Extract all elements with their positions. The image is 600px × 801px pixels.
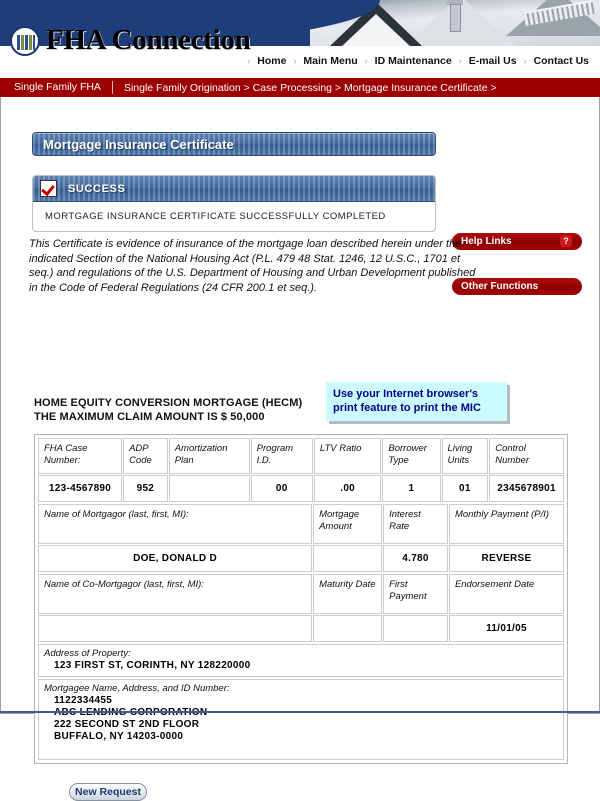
value-amortization-plan <box>169 475 250 502</box>
table-row <box>38 574 564 614</box>
footer-rule <box>0 711 600 713</box>
value-comortgagor-name <box>38 615 312 642</box>
chimney <box>450 4 461 32</box>
mortgagee-cell <box>38 679 564 760</box>
nav-link-email-us[interactable]: E-mail Us <box>468 55 517 67</box>
help-links-label: Help Links <box>461 236 512 247</box>
hecm-program-line: HOME EQUITY CONVERSION MORTGAGE (HECM) <box>34 397 303 409</box>
chevron-right-icon: › <box>458 56 462 66</box>
table-row <box>38 615 564 642</box>
case-info-table <box>37 437 565 503</box>
chevron-right-icon: › <box>293 56 297 66</box>
hecm-heading <box>34 397 302 424</box>
value-ltv-ratio: .00 <box>314 475 381 502</box>
table-row <box>38 475 564 502</box>
mortgagee-street: 222 SECOND ST 2ND FLOOR <box>54 719 200 730</box>
breadcrumb <box>0 78 600 97</box>
value-fha-case-number: 123-4567890 <box>38 475 122 502</box>
header-mortgage-amount: Mortgage Amount <box>313 504 382 544</box>
status-message: MORTGAGE INSURANCE CERTIFICATE SUCCESSFULLY COMPLETED <box>45 211 386 222</box>
property-address-table <box>37 643 565 678</box>
comortgagor-table <box>37 573 565 643</box>
mortgagee-label: Mortgagee Name, Address, and ID Number: <box>44 683 230 694</box>
value-first-payment <box>383 615 448 642</box>
status-panel <box>32 175 436 232</box>
header-borrower-type: Borrower Type <box>382 438 440 474</box>
value-monthly-payment: REVERSE <box>449 545 564 572</box>
nav-link-home[interactable]: Home <box>257 55 287 67</box>
header-fha-case-number: FHA Case Number: <box>38 438 122 474</box>
header-program-id: Program I.D. <box>251 438 313 474</box>
value-mortgagor-name: DOE, DONALD D <box>38 545 312 572</box>
breadcrumb-section[interactable]: Single Family FHA <box>0 81 113 94</box>
nav-link-id-maintenance[interactable]: ID Maintenance <box>374 55 452 67</box>
header-endorsement-date: Endorsement Date <box>449 574 564 614</box>
header-first-payment: First Payment <box>383 574 448 614</box>
mortgagee-table <box>37 678 565 761</box>
question-mark-icon[interactable]: ? <box>560 235 572 247</box>
value-living-units: 01 <box>442 475 489 502</box>
status-badge <box>33 176 435 202</box>
site-header-banner <box>0 0 600 78</box>
status-label: SUCCESS <box>68 182 126 195</box>
mortgagor-table <box>37 503 565 573</box>
value-control-number: 2345678901 <box>489 475 564 502</box>
chevron-right-icon: › <box>364 56 368 66</box>
header-adp-code: ADP Code <box>123 438 168 474</box>
legal-disclaimer-text: This Certificate is evidence of insurance of the mortgage loan described herein under the indicated Section of the National Housing Act (P.L. 479 48 Stat. 1246, 12 U.S.C., 1701 et seq.) and regulations of the U.S. Department of Housing and Urban Development published in the Code of Federal Regulations (24 CFR 200.1 et seq.). <box>29 238 476 294</box>
page-title-label: Mortgage Insurance Certificate <box>43 136 234 152</box>
breadcrumb-path[interactable]: Single Family Origination > Case Processing > Mortgage Insurance Certificate > <box>123 81 497 94</box>
value-adp-code: 952 <box>123 475 168 502</box>
value-interest-rate: 4.780 <box>383 545 448 572</box>
table-row <box>38 504 564 544</box>
fha-seal-icon <box>10 26 40 56</box>
nav-link-main-menu[interactable]: Main Menu <box>303 55 358 67</box>
value-program-id: 00 <box>251 475 313 502</box>
page-title <box>32 132 436 156</box>
table-row <box>38 545 564 572</box>
brand-title: FHA Connection <box>46 24 251 56</box>
nav-link-contact-us[interactable]: Contact Us <box>533 55 589 67</box>
header-maturity-date: Maturity Date <box>313 574 382 614</box>
header-interest-rate: Interest Rate <box>383 504 448 544</box>
chevron-right-icon: › <box>523 56 527 66</box>
mortgagee-name <box>44 707 558 719</box>
property-address-label: Address of Property: <box>44 648 131 659</box>
checkbox-checked-icon <box>40 180 57 197</box>
table-row <box>38 438 564 474</box>
mortgagee-id: 1122334455 <box>54 695 113 706</box>
table-row <box>38 644 564 677</box>
certificate-table <box>34 434 568 764</box>
value-borrower-type: 1 <box>382 475 440 502</box>
value-maturity-date <box>313 615 382 642</box>
header-comortgagor-name: Name of Co-Mortgagor (last, first, MI): <box>38 574 312 614</box>
hecm-max-claim-line: THE MAXIMUM CLAIM AMOUNT IS $ 50,000 <box>34 410 265 423</box>
property-address-cell <box>38 644 564 677</box>
top-navigation <box>247 55 594 67</box>
header-ltv-ratio: LTV Ratio <box>314 438 381 474</box>
new-request-button[interactable]: New Request <box>69 783 147 801</box>
page-content <box>0 97 600 798</box>
property-address-value: 123 FIRST ST, CORINTH, NY 128220000 <box>54 660 251 671</box>
header-amortization-plan: Amortization Plan <box>169 438 250 474</box>
chevron-right-icon: › <box>247 56 251 66</box>
header-monthly-payment: Monthly Payment (P/I) <box>449 504 564 544</box>
other-functions-label: Other Functions <box>461 281 539 292</box>
value-mortgage-amount <box>313 545 382 572</box>
header-living-units: Living Units <box>442 438 489 474</box>
value-endorsement-date: 11/01/05 <box>449 615 564 642</box>
mortgagee-city-state-zip: BUFFALO, NY 14203-0000 <box>54 731 184 742</box>
print-instruction-callout: Use your Internet browser's print feature to print the MIC <box>326 382 507 421</box>
header-mortgagor-name: Name of Mortgagor (last, first, MI): <box>38 504 312 544</box>
header-control-number: Control Number <box>489 438 564 474</box>
table-row <box>38 679 564 760</box>
